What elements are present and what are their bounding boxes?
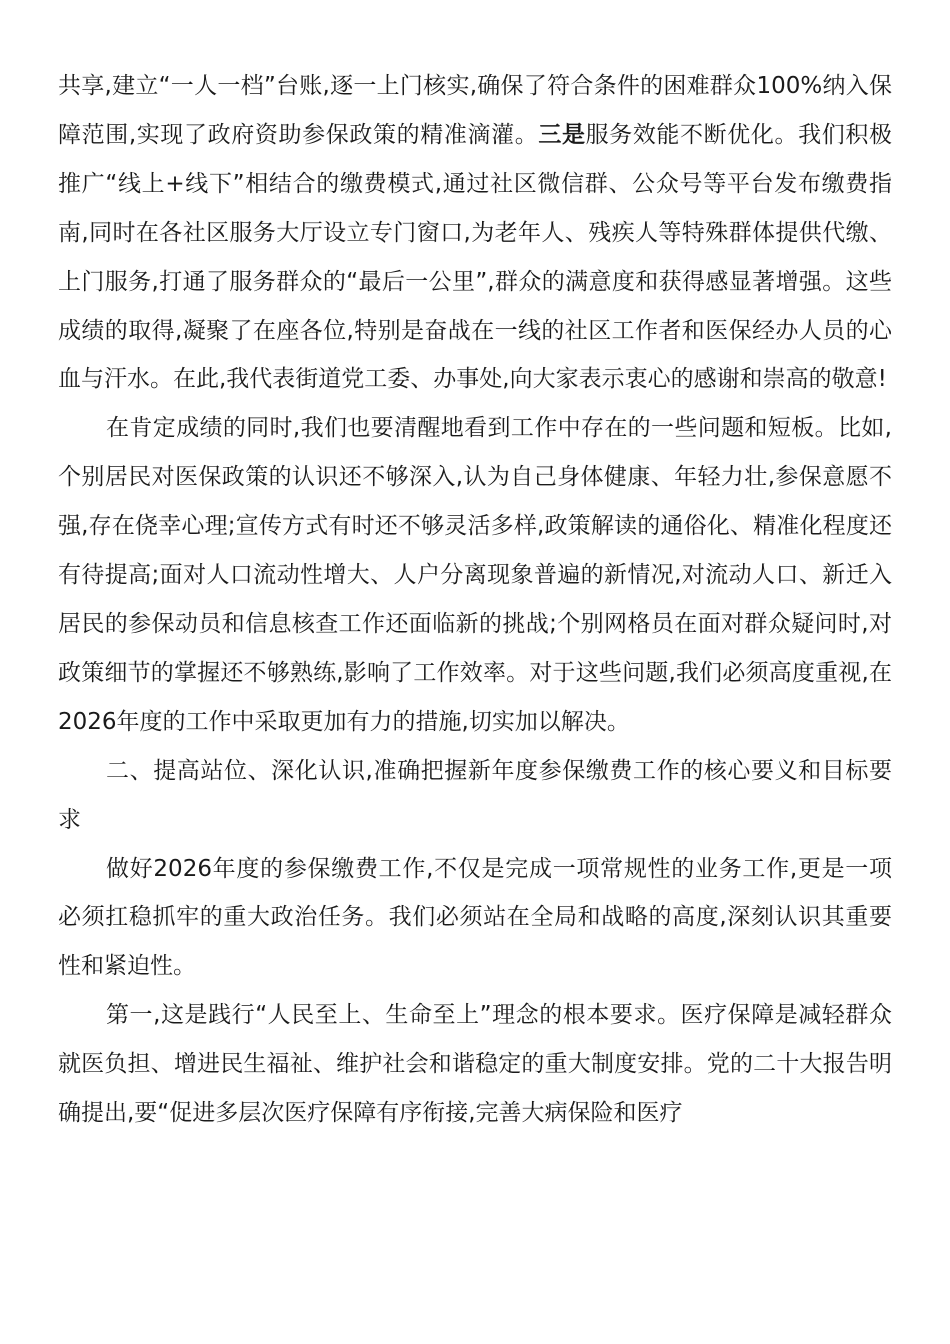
paragraph-importance: 做好2026年度的参保缴费工作,不仅是完成一项常规性的业务工作,更是一项必须扛稳抓牢的重大政治任务。我们必须站在全局和战略的高度,深刻认识其重要性和紧迫性。: [58, 855, 892, 980]
paragraph-text: 共享,建立“一人一档”台账,逐一上门核实,确保了符合条件的困难群众100%纳入保障范围,实现了政府资助参保政策的精准滴灌。: [58, 73, 892, 148]
paragraph-text: 服务效能不断优化。我们积极推广“线上+线下”相结合的缴费模式,通过社区微信群、公众号等平台发布缴费指南,同时在各社区服务大厅设立专门窗口,为老年人、残疾人等特殊群体提供代缴、上门服务,打通了服务群众的“最后一公里”,群众的满意度和获得感显著增强。这些成绩的取得,凝聚了在座各位,特别是奋战在一线的社区工作者和医保经办人员的心血与汗水。在此,我代表街道党工委、办事处,向大家表示衷心的感谢和崇高的敬意!: [58, 121, 893, 393]
section-heading: 二、提高站位、深化认识,准确把握新年度参保缴费工作的核心要义和目标要求: [58, 757, 892, 833]
paragraph-first-point: 第一,这是践行“人民至上、生命至上”理念的根本要求。医疗保障是减轻群众就医负担、增进民生福祉、维护社会和谐稳定的重大制度安排。党的二十大报告明确提出,要“促进多层次医疗保障有序衔接,完善大病保险和医疗: [58, 1002, 892, 1127]
document-page: [58, 62, 892, 1138]
bold-marker: 三是: [538, 121, 586, 148]
paragraph-achievements: [58, 62, 892, 404]
paragraph-problems: 在肯定成绩的同时,我们也要清醒地看到工作中存在的一些问题和短板。比如,个别居民对医保政策的认识还不够深入,认为自己身体健康、年轻力壮,参保意愿不强,存在侥幸心理;宣传方式有时还不够灵活多样,政策解读的通俗化、精准化程度还有待提高;面对人口流动性增大、人户分离现象普遍的新情况,对流动人口、新迁入居民的参保动员和信息核查工作还面临新的挑战;个别网格员在面对群众疑问时,对政策细节的掌握还不够熟练,影响了工作效率。对于这些问题,我们必须高度重视,在2026年度的工作中采取更加有力的措施,切实加以解决。: [58, 415, 892, 735]
